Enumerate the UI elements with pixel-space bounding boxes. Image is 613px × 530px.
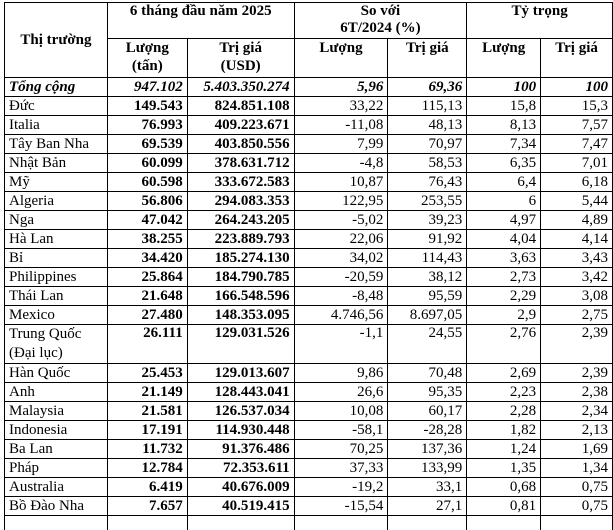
- volume-share-cell: 6,4: [467, 173, 541, 192]
- value-change-cell: 76,43: [388, 173, 467, 192]
- table-row: [5, 440, 613, 459]
- value-share-cell: 4,14: [541, 230, 613, 249]
- table-row: [5, 249, 613, 268]
- value-cell: 333.672.583: [187, 173, 294, 192]
- market-cell: Thái Lan: [5, 287, 108, 306]
- header-compare-line1: So với: [299, 3, 463, 20]
- volume-change-cell: -58,1: [294, 421, 388, 440]
- value-cell: 129.031.526: [187, 325, 294, 364]
- export-markets-table-container: [4, 2, 613, 530]
- value-change-cell: -28,28: [388, 421, 467, 440]
- value-cell: 294.083.353: [187, 192, 294, 211]
- value-cell: 91.376.486: [187, 440, 294, 459]
- value-share-cell: 3,42: [541, 268, 613, 287]
- volume-change-cell: -11,08: [294, 116, 388, 135]
- value-cell: 409.223.671: [187, 116, 294, 135]
- volume-share-cell: 2,76: [467, 325, 541, 364]
- value-share-cell: 1,34: [541, 459, 613, 478]
- value-share-cell: 2,39: [541, 325, 613, 364]
- market-cell: Hà Lan: [5, 230, 108, 249]
- value-share-cell: 3,43: [541, 249, 613, 268]
- market-cell: Nhật Bản: [5, 154, 108, 173]
- volume-share-cell: 0,68: [467, 478, 541, 497]
- volume-change-cell: 34,02: [294, 249, 388, 268]
- table-row: [5, 383, 613, 402]
- value-change-cell: 114,43: [388, 249, 467, 268]
- header-compare-line2: 6T/2024 (%): [299, 20, 463, 37]
- export-markets-table: [4, 2, 613, 530]
- volume-cell: 21.648: [107, 287, 187, 306]
- header-market: Thị trường: [5, 3, 108, 78]
- volume-change-cell: -19,2: [294, 478, 388, 497]
- volume-change-cell: 9,86: [294, 364, 388, 383]
- table-row: [5, 230, 613, 249]
- value-change-cell: 60,17: [388, 402, 467, 421]
- value-cell: 129.013.607: [187, 364, 294, 383]
- value-share-cell: 7,47: [541, 135, 613, 154]
- volume-share-cell: 2,28: [467, 402, 541, 421]
- value-cell: 223.889.793: [187, 230, 294, 249]
- volume-cell: 56.806: [107, 192, 187, 211]
- value-change-cell: 58,53: [388, 154, 467, 173]
- volume-change-cell: 22,06: [294, 230, 388, 249]
- value-cell: 824.851.108: [187, 97, 294, 116]
- value-share-cell: 0,75: [541, 478, 613, 497]
- table-row-cutoff: [5, 516, 613, 530]
- value-cell: 185.274.130: [187, 249, 294, 268]
- volume-share-cell: 2,73: [467, 268, 541, 287]
- value-change-cell: 253,55: [388, 192, 467, 211]
- volume-cell: 76.993: [107, 116, 187, 135]
- market-cell: Tây Ban Nha: [5, 135, 108, 154]
- value-cell: 184.790.785: [187, 268, 294, 287]
- value-share-cell: 2,75: [541, 306, 613, 325]
- volume-share-cell: 4,97: [467, 211, 541, 230]
- header-period-group: 6 tháng đầu năm 2025: [107, 3, 294, 39]
- value-share-cell: 7,01: [541, 154, 613, 173]
- value-cell: 40.519.415: [187, 497, 294, 516]
- volume-share-cell: 1,24: [467, 440, 541, 459]
- volume-cell: 25.864: [107, 268, 187, 287]
- header-row-groups: [5, 3, 613, 39]
- table-body: [5, 78, 613, 530]
- table-row: [5, 97, 613, 116]
- volume-share-cell: 4,04: [467, 230, 541, 249]
- header-share-volume: Lượng: [467, 39, 541, 78]
- market-cell: Trung Quốc (Đại lục): [5, 325, 108, 364]
- volume-cell: 27.480: [107, 306, 187, 325]
- volume-cell: 60.598: [107, 173, 187, 192]
- volume-share-cell: 2,9: [467, 306, 541, 325]
- total-volume-change: 5,96: [294, 78, 388, 97]
- header-compare-volume: Lượng: [294, 39, 388, 78]
- value-change-cell: 95,59: [388, 287, 467, 306]
- table-row: [5, 211, 613, 230]
- market-cell: Ba Lan: [5, 440, 108, 459]
- value-cell: 126.537.034: [187, 402, 294, 421]
- table-row: [5, 192, 613, 211]
- value-share-cell: 1,69: [541, 440, 613, 459]
- volume-cell: 69.539: [107, 135, 187, 154]
- market-cell: Algeria: [5, 192, 108, 211]
- volume-cell: 149.543: [107, 97, 187, 116]
- value-cell: 40.676.009: [187, 478, 294, 497]
- volume-change-cell: 4.746,56: [294, 306, 388, 325]
- table-row: [5, 306, 613, 325]
- volume-cell: 60.099: [107, 154, 187, 173]
- volume-cell: 38.255: [107, 230, 187, 249]
- header-share-group: Tỷ trọng: [467, 3, 613, 39]
- header-volume-line1: Lượng: [112, 39, 183, 57]
- volume-cell: 12.784: [107, 459, 187, 478]
- table-row: [5, 497, 613, 516]
- volume-share-cell: 8,13: [467, 116, 541, 135]
- empty-cell: [294, 516, 388, 530]
- volume-cell: 47.042: [107, 211, 187, 230]
- value-change-cell: 70,97: [388, 135, 467, 154]
- value-share-cell: 5,44: [541, 192, 613, 211]
- volume-change-cell: -4,8: [294, 154, 388, 173]
- value-change-cell: 48,13: [388, 116, 467, 135]
- volume-change-cell: -8,48: [294, 287, 388, 306]
- volume-change-cell: -1,1: [294, 325, 388, 364]
- volume-cell: 21.149: [107, 383, 187, 402]
- volume-cell: 34.420: [107, 249, 187, 268]
- value-change-cell: 133,99: [388, 459, 467, 478]
- value-change-cell: 70,48: [388, 364, 467, 383]
- table-row: [5, 135, 613, 154]
- volume-cell: 11.732: [107, 440, 187, 459]
- empty-cell: [107, 516, 187, 530]
- total-value-share: 100: [541, 78, 613, 97]
- market-cell: Mỹ: [5, 173, 108, 192]
- volume-change-cell: -15,54: [294, 497, 388, 516]
- table-row: [5, 478, 613, 497]
- value-change-cell: 8.697,05: [388, 306, 467, 325]
- volume-cell: 6.419: [107, 478, 187, 497]
- empty-cell: [5, 516, 108, 530]
- header-compare-value: Trị giá: [388, 39, 467, 78]
- empty-cell: [388, 516, 467, 530]
- market-cell: Australia: [5, 478, 108, 497]
- total-volume: 947.102: [107, 78, 187, 97]
- market-cell: Bồ Đào Nha: [5, 497, 108, 516]
- empty-cell: [187, 516, 294, 530]
- table-row: [5, 268, 613, 287]
- market-cell: Pháp: [5, 459, 108, 478]
- table-row: [5, 364, 613, 383]
- total-market: Tổng cộng: [5, 78, 108, 97]
- value-share-cell: 2,39: [541, 364, 613, 383]
- market-cell: Hàn Quốc: [5, 364, 108, 383]
- table-row: [5, 421, 613, 440]
- header-value-line2: (USD): [192, 57, 290, 75]
- value-change-cell: 95,35: [388, 383, 467, 402]
- header-share-value: Trị giá: [541, 39, 613, 78]
- volume-change-cell: -20,59: [294, 268, 388, 287]
- value-change-cell: 91,92: [388, 230, 467, 249]
- volume-share-cell: 1,35: [467, 459, 541, 478]
- market-cell: Malaysia: [5, 402, 108, 421]
- volume-change-cell: -5,02: [294, 211, 388, 230]
- market-cell: Mexico: [5, 306, 108, 325]
- value-share-cell: 4,89: [541, 211, 613, 230]
- volume-change-cell: 70,25: [294, 440, 388, 459]
- value-change-cell: 39,23: [388, 211, 467, 230]
- volume-change-cell: 33,22: [294, 97, 388, 116]
- total-value: 5.403.350.274: [187, 78, 294, 97]
- volume-share-cell: 2,69: [467, 364, 541, 383]
- value-change-cell: 24,55: [388, 325, 467, 364]
- header-value-line1: Trị giá: [192, 39, 290, 57]
- table-row: [5, 154, 613, 173]
- table-row: [5, 287, 613, 306]
- value-share-cell: 15,3: [541, 97, 613, 116]
- volume-cell: 21.581: [107, 402, 187, 421]
- value-change-cell: 115,13: [388, 97, 467, 116]
- volume-share-cell: 2,29: [467, 287, 541, 306]
- volume-change-cell: 10,87: [294, 173, 388, 192]
- volume-cell: 25.453: [107, 364, 187, 383]
- value-share-cell: 2,38: [541, 383, 613, 402]
- value-cell: 264.243.205: [187, 211, 294, 230]
- market-cell: Philippines: [5, 268, 108, 287]
- volume-share-cell: 2,23: [467, 383, 541, 402]
- header-compare-group: [294, 3, 467, 39]
- value-cell: 148.353.095: [187, 306, 294, 325]
- header-volume-line2: (tấn): [112, 57, 183, 75]
- volume-share-cell: 0,81: [467, 497, 541, 516]
- value-share-cell: 0,75: [541, 497, 613, 516]
- table-row: [5, 173, 613, 192]
- header-volume: [107, 39, 187, 78]
- value-cell: 72.353.611: [187, 459, 294, 478]
- value-cell: 166.548.596: [187, 287, 294, 306]
- value-cell: 403.850.556: [187, 135, 294, 154]
- value-cell: 114.930.448: [187, 421, 294, 440]
- volume-share-cell: 1,82: [467, 421, 541, 440]
- value-change-cell: 33,1: [388, 478, 467, 497]
- volume-share-cell: 6,35: [467, 154, 541, 173]
- volume-change-cell: 10,08: [294, 402, 388, 421]
- volume-share-cell: 3,63: [467, 249, 541, 268]
- value-share-cell: 2,13: [541, 421, 613, 440]
- market-cell: Nga: [5, 211, 108, 230]
- market-cell: Anh: [5, 383, 108, 402]
- volume-change-cell: 37,33: [294, 459, 388, 478]
- value-share-cell: 3,08: [541, 287, 613, 306]
- value-share-cell: 6,18: [541, 173, 613, 192]
- table-row: [5, 459, 613, 478]
- empty-cell: [541, 516, 613, 530]
- table-row: [5, 325, 613, 364]
- market-cell: Italia: [5, 116, 108, 135]
- volume-cell: 26.111: [107, 325, 187, 364]
- value-cell: 378.631.712: [187, 154, 294, 173]
- market-cell: Indonesia: [5, 421, 108, 440]
- volume-change-cell: 7,99: [294, 135, 388, 154]
- volume-change-cell: 122,95: [294, 192, 388, 211]
- volume-cell: 7.657: [107, 497, 187, 516]
- market-cell: Bỉ: [5, 249, 108, 268]
- volume-share-cell: 6: [467, 192, 541, 211]
- value-share-cell: 2,34: [541, 402, 613, 421]
- total-row: [5, 78, 613, 97]
- table-row: [5, 116, 613, 135]
- value-share-cell: 7,57: [541, 116, 613, 135]
- header-value: [187, 39, 294, 78]
- value-cell: 128.443.041: [187, 383, 294, 402]
- volume-share-cell: 7,34: [467, 135, 541, 154]
- value-change-cell: 137,36: [388, 440, 467, 459]
- volume-share-cell: 15,8: [467, 97, 541, 116]
- market-cell: Đức: [5, 97, 108, 116]
- volume-cell: 17.191: [107, 421, 187, 440]
- value-change-cell: 38,12: [388, 268, 467, 287]
- value-change-cell: 27,1: [388, 497, 467, 516]
- table-row: [5, 402, 613, 421]
- total-value-change: 69,36: [388, 78, 467, 97]
- total-volume-share: 100: [467, 78, 541, 97]
- empty-cell: [467, 516, 541, 530]
- volume-change-cell: 26,6: [294, 383, 388, 402]
